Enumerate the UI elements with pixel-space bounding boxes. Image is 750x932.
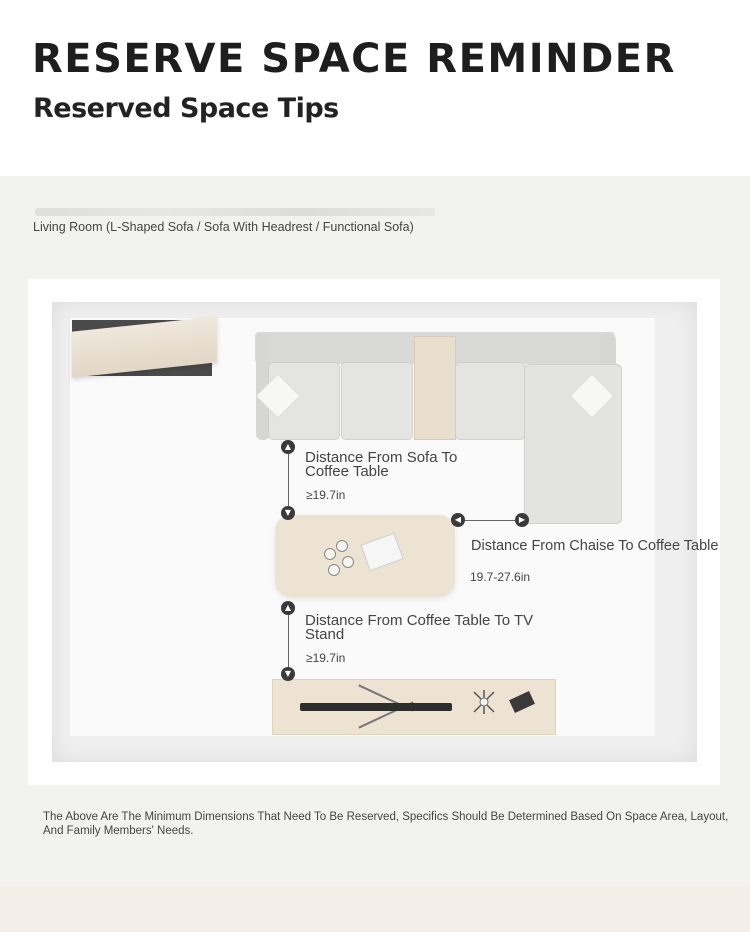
- flower-decor: [342, 556, 354, 568]
- sofa-seat-2: [341, 362, 413, 440]
- flower-decor: [328, 564, 340, 576]
- chevron-down-icon: ▼: [281, 667, 295, 681]
- value-chaise-to-coffee-table: 19.7-27.6in: [470, 570, 531, 584]
- label-chaise-to-coffee-table: Distance From Chaise To Coffee Table: [471, 538, 719, 554]
- sofa-console: [414, 336, 456, 440]
- television: [300, 703, 452, 711]
- flower-decor: [324, 548, 336, 560]
- section-label: Living Room (L-Shaped Sofa / Sofa With Headrest / Functional Sofa): [33, 220, 414, 234]
- vase-decor: [472, 690, 496, 714]
- chevron-right-icon: ▶: [515, 513, 529, 527]
- bottom-band: [0, 886, 750, 932]
- chevron-left-icon: ◀: [451, 513, 465, 527]
- blurred-text-line: [35, 208, 435, 216]
- value-sofa-to-coffee-table: ≥19.7in: [306, 488, 346, 502]
- label-coffee-table-to-tv-stand: Distance From Coffee Table To TV Stand: [305, 612, 534, 643]
- flower-decor: [336, 540, 348, 552]
- page-subtitle: Reserved Space Tips: [33, 93, 339, 124]
- chevron-down-icon: ▼: [281, 506, 295, 520]
- footnote: The Above Are The Minimum Dimensions That Need To Be Reserved, Specifics Should Be Determined Based On Space Area, Layout, And Family Members' Needs.: [43, 811, 729, 837]
- value-coffee-table-to-tv-stand: ≥19.7in: [306, 651, 346, 665]
- label-sofa-to-coffee-table: Distance From Sofa To Coffee Table: [305, 449, 458, 480]
- sofa-seat-3: [455, 362, 525, 440]
- chevron-up-icon: ▲: [281, 440, 295, 454]
- dimension-line-table-tv: [288, 615, 289, 667]
- chevron-up-icon: ▲: [281, 601, 295, 615]
- header: [0, 0, 750, 176]
- dimension-line-sofa-table: [288, 454, 289, 506]
- page-title: RESERVE SPACE REMINDER: [32, 36, 676, 82]
- dimension-line-chaise-table: [465, 520, 515, 521]
